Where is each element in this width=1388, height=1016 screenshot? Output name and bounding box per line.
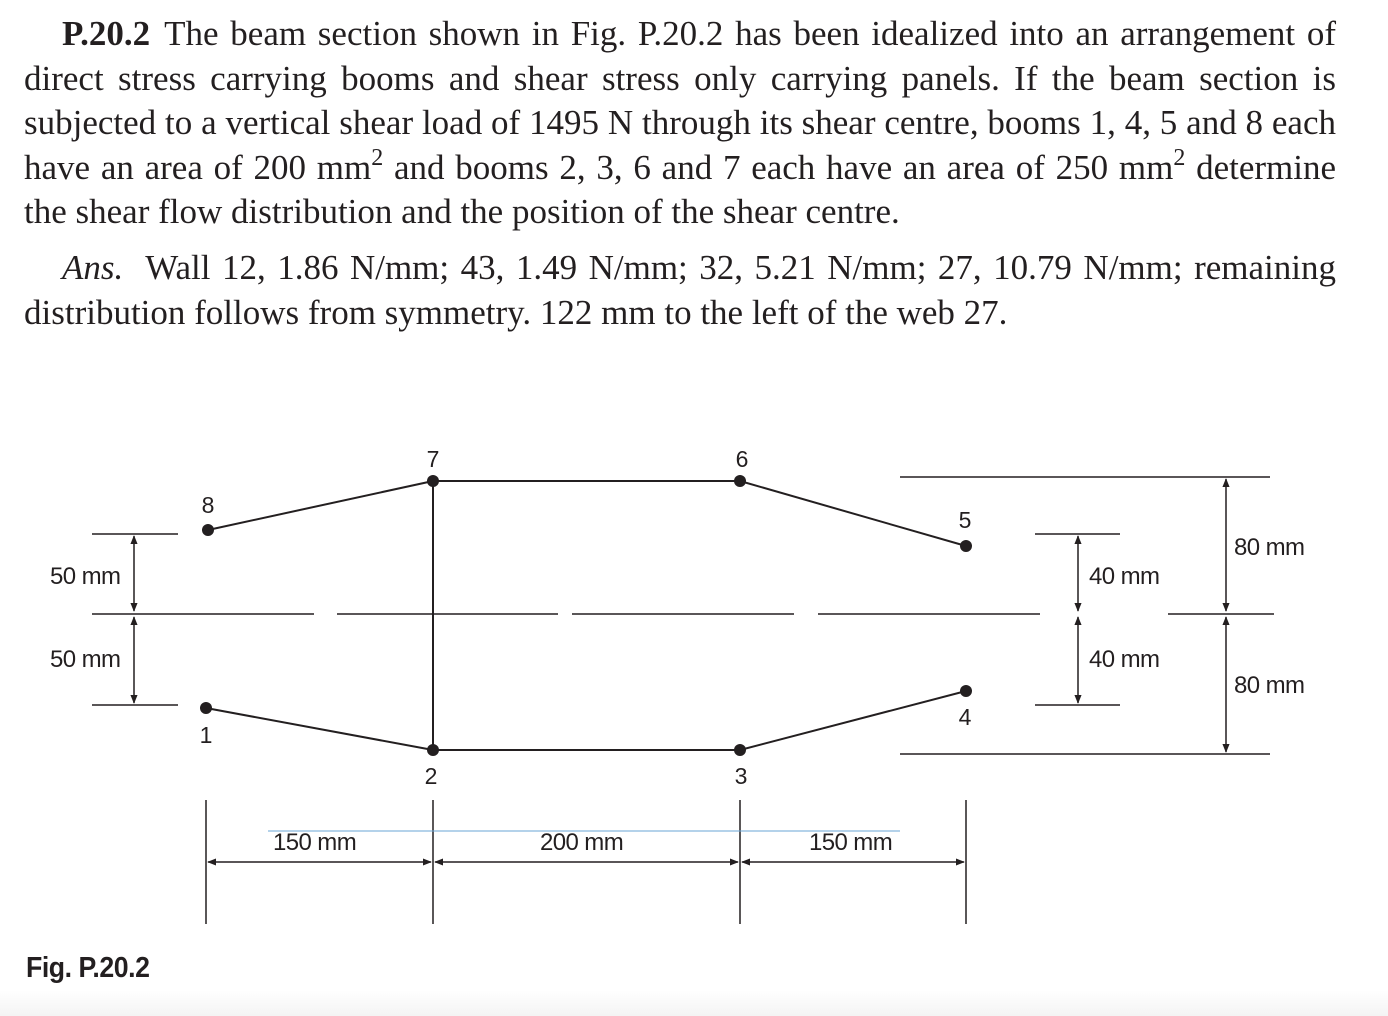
problem-text-3: determine the shear flow distribution and the position of the shear centre. <box>24 147 1336 231</box>
dim-label-span-3: 150 mm <box>809 829 893 856</box>
boom-label-3: 3 <box>734 763 748 789</box>
boom-6 <box>734 475 746 487</box>
dim-label-left-upper: 50 mm <box>50 563 121 590</box>
problem-sup-1: 2 <box>371 144 384 171</box>
figure-caption: Fig. P.20.2 <box>26 952 150 984</box>
page-bottom-edge <box>0 990 1388 1016</box>
dimension-labels <box>50 534 1304 856</box>
boom-5 <box>960 540 972 552</box>
problem-text-2: and booms 2, 3, 6 and 7 each have an area of 250 mm <box>383 147 1174 187</box>
boom-1 <box>200 702 212 714</box>
dim-label-right-upper: 80 mm <box>1234 534 1305 561</box>
boom-label-5: 5 <box>958 507 972 533</box>
problem-sup-2: 2 <box>1173 144 1186 171</box>
boom-label-1: 1 <box>199 722 213 748</box>
boom-label-8: 8 <box>201 492 215 518</box>
boom-2 <box>427 744 439 756</box>
dim-label-span-1: 150 mm <box>273 829 357 856</box>
boom-label-7: 7 <box>426 446 440 472</box>
boom-4 <box>960 685 972 697</box>
problem-number: P.20.2 <box>62 14 151 53</box>
wall-3-4 <box>740 691 966 750</box>
dim-label-mid-lower: 40 mm <box>1089 646 1160 673</box>
wall-8-7 <box>208 481 433 530</box>
section-walls <box>206 481 966 750</box>
extension-lines <box>92 477 1270 924</box>
dimension-arrows <box>134 479 1226 862</box>
boom-label-2: 2 <box>424 763 438 789</box>
problem-text-1: The beam section shown in Fig. P.20.2 has been idealized into an arrangement of direct stress carrying booms and shear stress only carrying panels. If the beam section is subjected to a vertical shear load of 1495 N through its shear centre, booms 1, 4, 5 and 8 each have an area of 200 mm <box>24 14 1336 187</box>
boom-labels <box>200 446 972 789</box>
boom-label-6: 6 <box>735 446 749 472</box>
boom-3 <box>734 744 746 756</box>
boom-7 <box>427 475 439 487</box>
dim-label-span-2: 200 mm <box>540 829 624 856</box>
dim-label-left-lower: 50 mm <box>50 646 121 673</box>
wall-6-5 <box>740 481 966 546</box>
booms <box>200 475 972 756</box>
answer-label: Ans. <box>62 248 124 287</box>
answer-text: Wall 12, 1.86 N/mm; 43, 1.49 N/mm; 32, 5.21 N/mm; 27, 10.79 N/mm; remaining distribution follows from symmetry. 122 mm to the left of the web 27. <box>24 248 1336 332</box>
dim-label-right-lower: 80 mm <box>1234 672 1305 699</box>
boom-8 <box>202 524 214 536</box>
boom-label-4: 4 <box>958 704 972 730</box>
dim-label-mid-upper: 40 mm <box>1089 563 1160 590</box>
wall-1-2 <box>206 708 433 750</box>
